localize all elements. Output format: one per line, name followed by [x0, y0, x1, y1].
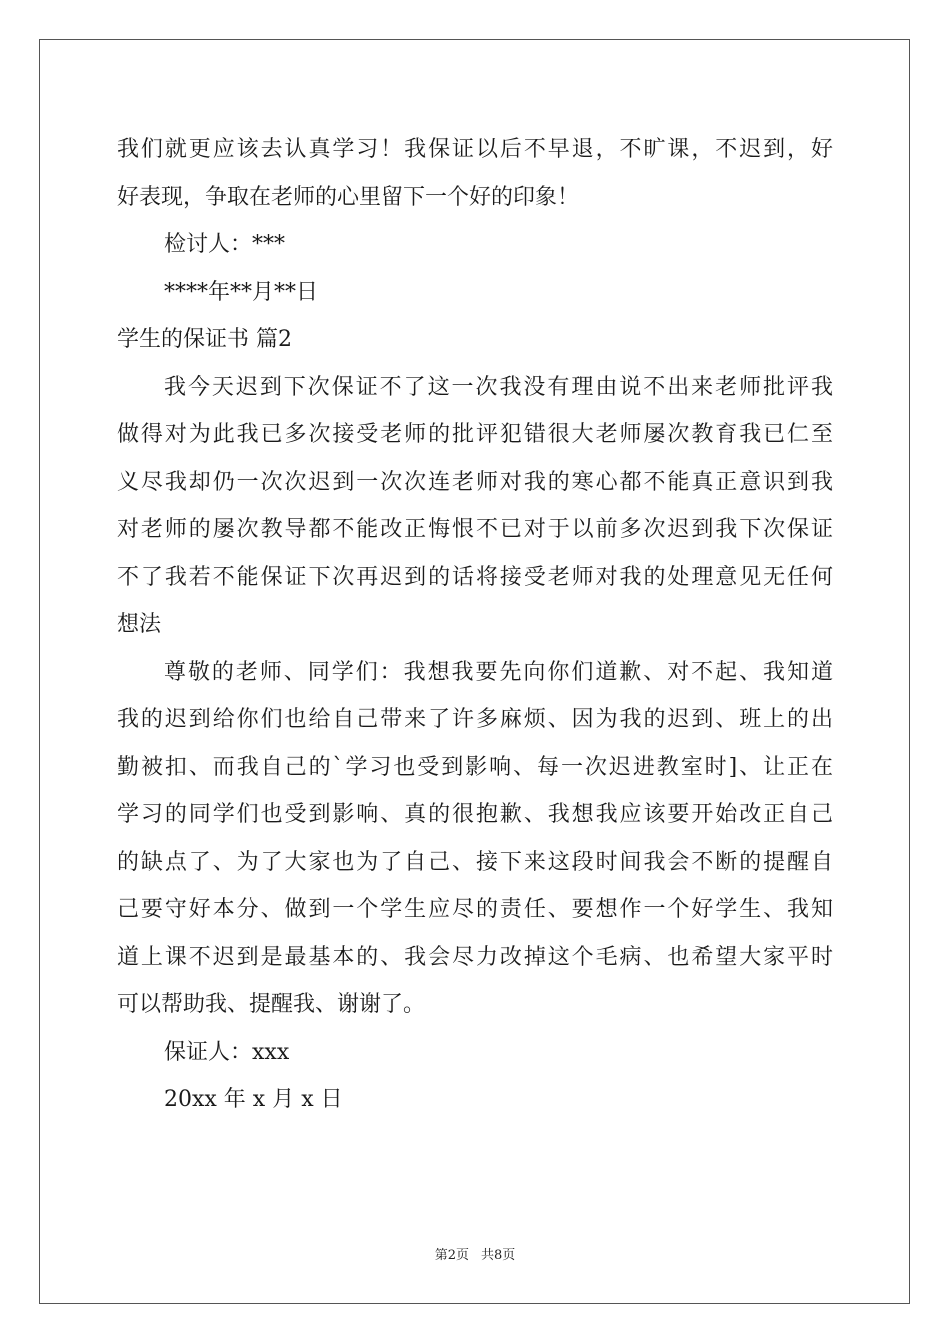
text-line: 做得对为此我已多次接受老师的批评犯错很大老师屡次教育我已仁至: [117, 422, 833, 447]
text-line: 我今天迟到下次保证不了这一次我没有理由说不出来老师批评我: [164, 374, 833, 400]
text-line: 20xx 年 x 月 x 日: [164, 1087, 343, 1112]
text-line: 学习的同学们也受到影响、真的很抱歉、我想我应该要开始改正自己: [117, 802, 833, 827]
text-line: 可以帮助我、提醒我、谢谢了。: [117, 992, 426, 1017]
text-line: 检讨人：***: [164, 232, 286, 257]
text-line: 不了我若不能保证下次再迟到的话将接受老师对我的处理意见无任何: [117, 564, 833, 590]
page-number-total: 共8页: [481, 1248, 516, 1263]
text-line: 我的迟到给你们也给自己带来了许多麻烦、因为我的迟到、班上的出: [117, 707, 833, 732]
text-line: 义尽我却仍一次次迟到一次次连老师对我的寒心都不能真正意识到我: [117, 469, 833, 495]
text-line: 好表现，争取在老师的心里留下一个好的印象！: [117, 184, 580, 210]
text-line: 保证人：xxx: [164, 1039, 290, 1065]
page-number-current: 第2页: [434, 1248, 469, 1263]
text-line: ****年**月**日: [164, 279, 319, 305]
text-line: 己要守好本分、做到一个学生应尽的责任、要想作一个好学生、我知: [117, 897, 833, 922]
page-footer: [0, 1246, 950, 1266]
text-line: 想法: [117, 612, 162, 637]
text-line: 的缺点了、为了大家也为了自己、接下来这段时间我会不断的提醒自: [117, 849, 833, 875]
text-line: 道上课不迟到是最基本的、我会尽力改掉这个毛病、也希望大家平时: [117, 944, 833, 970]
text-line: 尊敬的老师、同学们：我想我要先向你们道歉、对不起、我知道: [164, 659, 833, 685]
text-line: 勤被扣、而我自己的`学习也受到影响、每一次迟进教室时]、让正在: [117, 754, 833, 780]
text-line: 我们就更应该去认真学习！我保证以后不早退，不旷课，不迟到，好: [117, 137, 833, 162]
document-body: [117, 126, 833, 1124]
text-line: 学生的保证书 篇2: [117, 327, 292, 352]
text-line: 对老师的屡次教导都不能改正悔恨不已对于以前多次迟到我下次保证: [117, 517, 833, 542]
